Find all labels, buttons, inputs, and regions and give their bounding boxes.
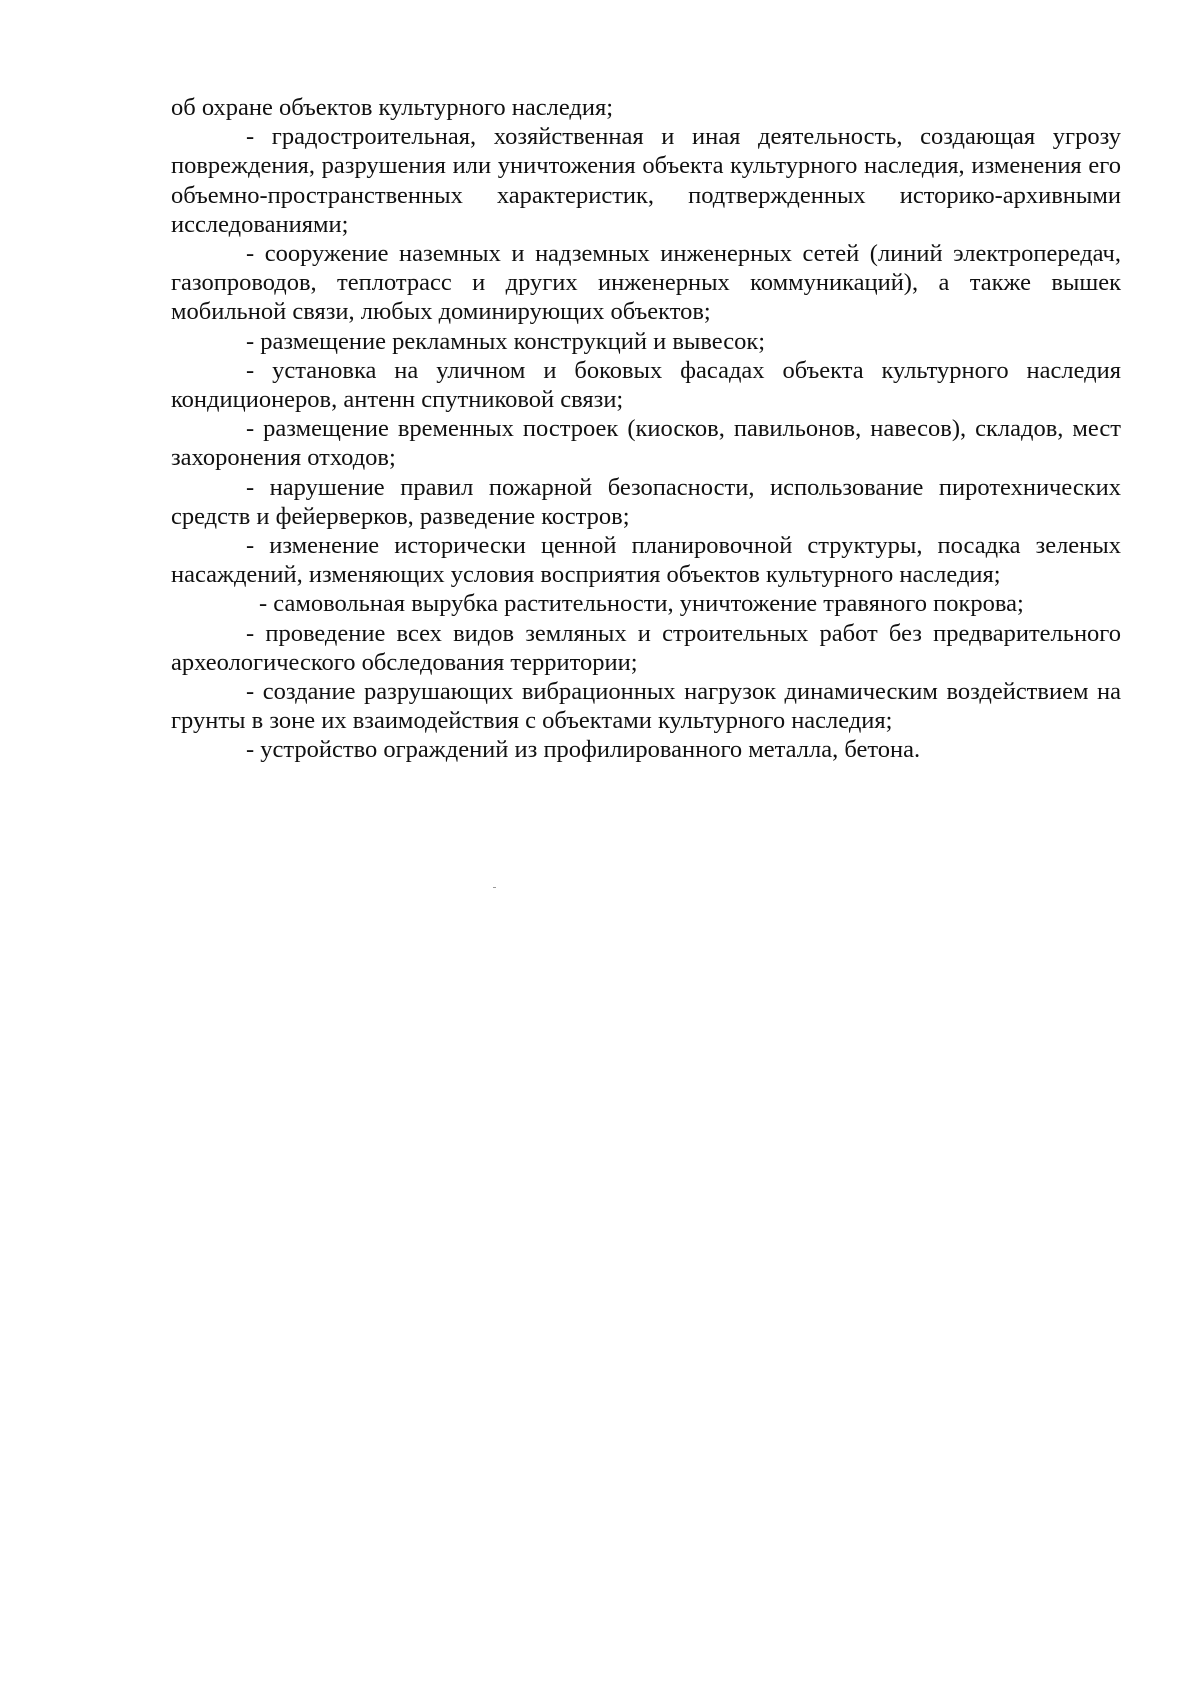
paragraph-urban-activity: - градостроительная, хозяйственная и иная деятельность, создающая угрозу повреждения, разрушения или уничтожения объекта культурного наследия, изменения его объемно-пространственных характеристик, подтвержденных историко-архивными исследованиями;	[171, 123, 1121, 238]
document-body	[171, 93, 1121, 765]
paragraph-vibration-loads: - создание разрушающих вибрационных нагрузок динамическим воздействием на грунты в зоне их взаимодействия с объектами культурного наследия;	[171, 678, 1121, 735]
paragraph-continuation: об охране объектов культурного наследия;	[171, 94, 614, 121]
paragraph-advertising: - размещение рекламных конструкций и вывесок;	[246, 327, 766, 355]
paragraph-fencing: - устройство ограждений из профилированного металла, бетона.	[246, 736, 921, 764]
paragraph-facade-installation: - установка на уличном и боковых фасадах объекта культурного наследия кондиционеров, антенн спутниковой связи;	[171, 356, 1121, 414]
paragraph-engineering-networks: - сооружение наземных и надземных инженерных сетей (линий электропередач, газопроводов, теплотрасс и других инженерных коммуникаций), а также вышек мобильной связи, любых доминирующих объектов;	[171, 240, 1121, 326]
paragraph-temporary-buildings: - размещение временных построек (киосков, павильонов, навесов), складов, мест захоронения отходов;	[171, 415, 1121, 472]
paragraph-planning-structure: - изменение исторически ценной планировочной структуры, посадка зеленых насаждений, изменяющих условия восприятия объектов культурного наследия;	[171, 532, 1121, 589]
paragraph-fire-safety: - нарушение правил пожарной безопасности, использование пиротехнических средств и фейерверков, разведение костров;	[171, 473, 1121, 530]
scan-artifact	[493, 887, 496, 888]
paragraph-vegetation: - самовольная вырубка растительности, уничтожение травяного покрова;	[259, 590, 1024, 618]
paragraph-earthworks: - проведение всех видов земляных и строительных работ без предварительного археологического обследования территории;	[171, 619, 1121, 676]
